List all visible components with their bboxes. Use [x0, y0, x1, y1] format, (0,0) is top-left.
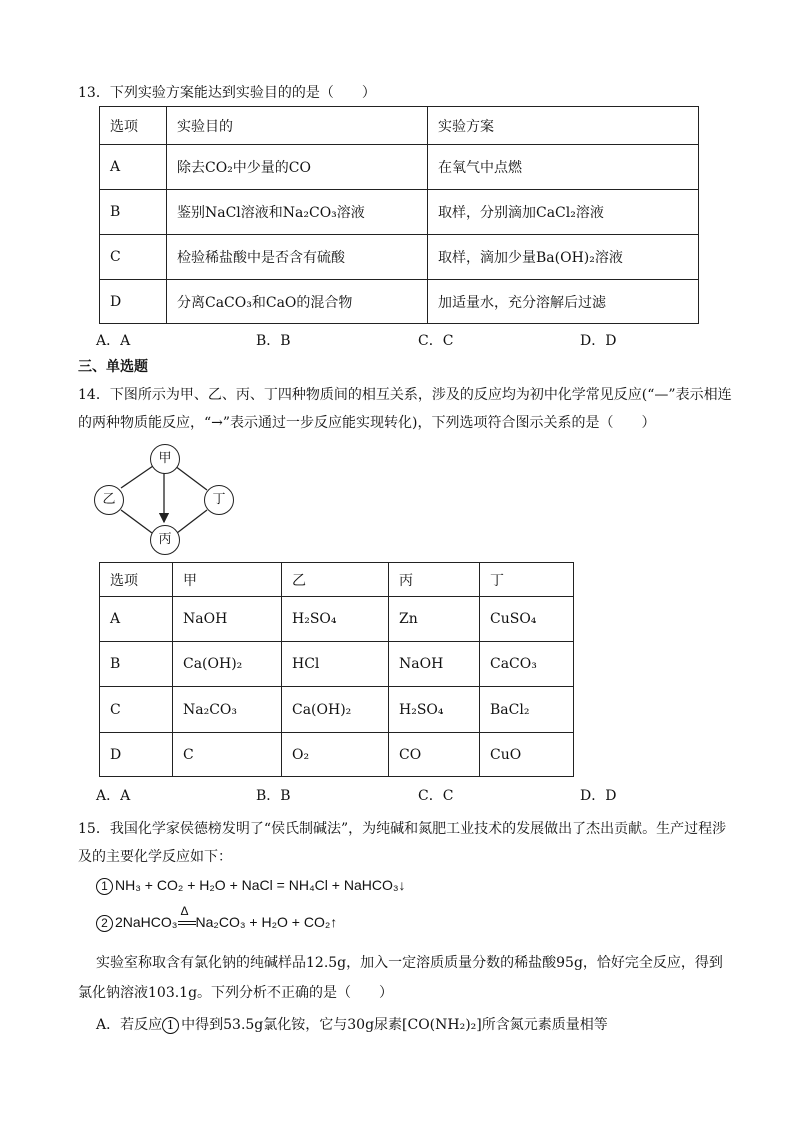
- table-row: [100, 642, 574, 687]
- q14-stem-line1: 14．下图所示为甲、乙、丙、丁四种物质间的相互关系，涉及的反应均为初中化学常见反应(“—”表示相连: [78, 387, 732, 403]
- option-cell: D: [100, 733, 173, 777]
- table-header-row: [100, 107, 699, 145]
- equation-reference: 1: [162, 1017, 179, 1034]
- relationship-diagram: [90, 440, 250, 555]
- option-cell: C: [100, 235, 167, 280]
- plan-cell: 加适量水，充分溶解后过滤: [428, 280, 699, 324]
- option-cell: B: [100, 190, 167, 235]
- option-cell: B: [100, 642, 173, 687]
- node-ding: 丁: [204, 485, 234, 515]
- table-row: [100, 235, 699, 280]
- jia-cell: Na₂CO₃: [173, 687, 282, 733]
- link-jia-ding: [175, 466, 207, 490]
- q14-answer-c[interactable]: C．C: [418, 788, 454, 804]
- bing-cell: CO: [389, 733, 480, 777]
- q14-stem-line2: 的两种物质能反应，“→”表示通过一步反应能实现转化)，下列选项符合图示关系的是（ ）: [78, 415, 656, 431]
- table-row: [100, 280, 699, 324]
- yi-cell: Ca(OH)₂: [282, 687, 389, 733]
- q13-answer-c[interactable]: C．C: [418, 333, 454, 349]
- ding-cell: CaCO₃: [480, 642, 574, 687]
- q15-para-line1: 实验室称取含有氯化钠的纯碱样品12.5g，加入一定溶质质量分数的稀盐酸95g，恰好完全反应，得到: [96, 955, 723, 971]
- jia-cell: C: [173, 733, 282, 777]
- ding-cell: BaCl₂: [480, 687, 574, 733]
- equation-1: [96, 877, 406, 895]
- node-yi: 乙: [94, 485, 124, 515]
- q13-answer-b[interactable]: B．B: [256, 333, 291, 349]
- ding-cell: CuSO₄: [480, 597, 574, 642]
- option-cell: A: [100, 597, 173, 642]
- option-text: 中得到53.5g氯化铵，它与30g尿素[CO(NH₂)₂]所含氮元素质量相等: [181, 1017, 608, 1033]
- option-cell: C: [100, 687, 173, 733]
- table-row: [100, 687, 574, 733]
- header-cell: 甲: [173, 563, 282, 597]
- link-yi-bing: [121, 510, 152, 533]
- equals-sign: [178, 921, 196, 925]
- q15-para-line2: 氯化钠溶液103.1g。下列分析不正确的是（ ）: [78, 985, 394, 1001]
- plan-cell: 取样，分别滴加CaCl₂溶液: [428, 190, 699, 235]
- table-header-row: [100, 563, 574, 597]
- goal-cell: 检验稀盐酸中是否含有硫酸: [167, 235, 428, 280]
- jia-cell: Ca(OH)₂: [173, 642, 282, 687]
- jia-cell: NaOH: [173, 597, 282, 642]
- table-row: [100, 145, 699, 190]
- ding-cell: CuO: [480, 733, 574, 777]
- q13-table: [99, 106, 699, 324]
- equation-number: 1: [96, 878, 113, 895]
- heating-condition: [178, 904, 196, 930]
- node-bing: 丙: [150, 525, 180, 555]
- header-cell: 实验目的: [167, 107, 428, 145]
- yi-cell: O₂: [282, 733, 389, 777]
- header-cell: 乙: [282, 563, 389, 597]
- equation-number: 2: [96, 915, 113, 932]
- table-row: [100, 597, 574, 642]
- option-cell: D: [100, 280, 167, 324]
- goal-cell: 鉴别NaCl溶液和Na₂CO₃溶液: [167, 190, 428, 235]
- q13-answer-d[interactable]: D．D: [580, 333, 617, 349]
- equation-left: 2NaHCO₃: [115, 914, 178, 930]
- plan-cell: 取样，滴加少量Ba(OH)₂溶液: [428, 235, 699, 280]
- goal-cell: 分离CaCO₃和CaO的混合物: [167, 280, 428, 324]
- q15-option-a[interactable]: [96, 1014, 608, 1034]
- link-ding-bing: [177, 510, 207, 533]
- q14-table: [99, 562, 574, 777]
- section-title: 三、单选题: [78, 359, 148, 375]
- bing-cell: Zn: [389, 597, 480, 642]
- q15-stem-line1: 15．我国化学家侯德榜发明了“侯氏制碱法”，为纯碱和氮肥工业技术的发展做出了杰出贡献。生产过程涉: [78, 821, 727, 837]
- option-cell: A: [100, 145, 167, 190]
- header-cell: 实验方案: [428, 107, 699, 145]
- q14-answer-d[interactable]: D．D: [580, 788, 617, 804]
- header-cell: 丙: [389, 563, 480, 597]
- header-cell: 选项: [100, 563, 173, 597]
- table-row: [100, 733, 574, 777]
- q14-answer-a[interactable]: A．A: [96, 788, 131, 804]
- q15-stem-line2: 及的主要化学反应如下：: [78, 849, 232, 865]
- header-cell: 选项: [100, 107, 167, 145]
- node-jia: 甲: [150, 444, 180, 474]
- header-cell: 丁: [480, 563, 574, 597]
- plan-cell: 在氧气中点燃: [428, 145, 699, 190]
- link-jia-yi: [121, 466, 153, 488]
- option-prefix: A．若反应: [96, 1017, 163, 1033]
- table-row: [100, 190, 699, 235]
- delta-symbol: Δ: [180, 904, 189, 918]
- q13-stem: 13．下列实验方案能达到实验目的的是（ ）: [78, 85, 376, 101]
- goal-cell: 除去CO₂中少量的CO: [167, 145, 428, 190]
- equation-2: [96, 904, 338, 932]
- bing-cell: NaOH: [389, 642, 480, 687]
- bing-cell: H₂SO₄: [389, 687, 480, 733]
- equation-right: Na₂CO₃ + H₂O + CO₂↑: [195, 914, 338, 930]
- yi-cell: HCl: [282, 642, 389, 687]
- yi-cell: H₂SO₄: [282, 597, 389, 642]
- q14-answer-b[interactable]: B．B: [256, 788, 291, 804]
- equation-text: NH₃ + CO₂ + H₂O + NaCl = NH₄Cl + NaHCO₃↓: [115, 877, 406, 893]
- q13-answer-a[interactable]: A．A: [96, 333, 131, 349]
